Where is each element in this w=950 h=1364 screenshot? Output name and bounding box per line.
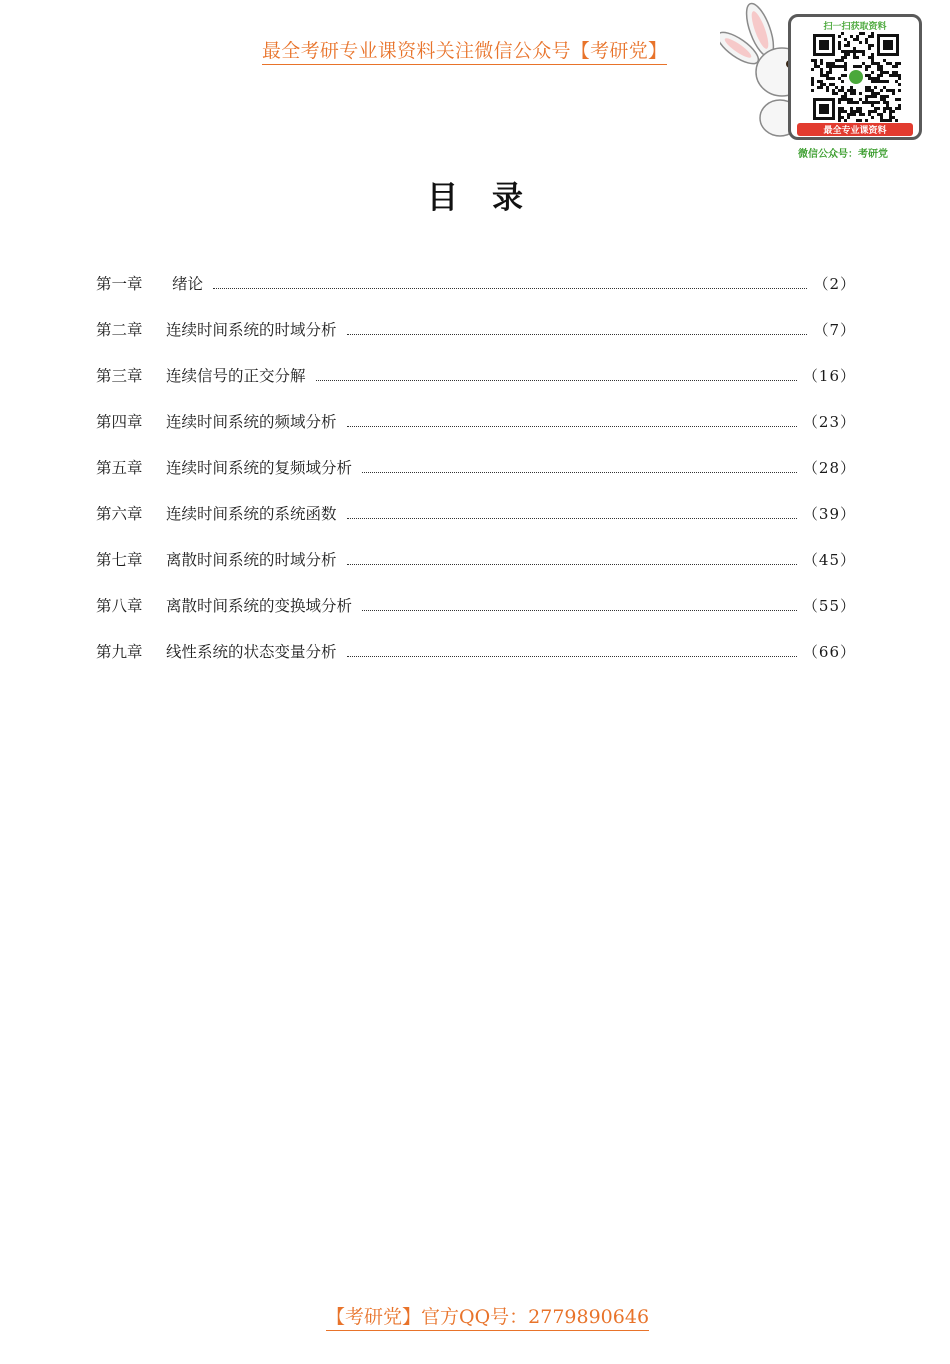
toc-chapter-title: 绪论 [172,275,204,293]
toc-entry[interactable] [96,410,856,456]
toc-leader-dots [347,655,797,657]
toc-page-number: （66） [802,643,856,661]
footer-banner: 【考研党】官方QQ号：2779890646 [326,1302,649,1331]
qr-bottom-label: 最全专业课资料 [797,123,913,136]
toc-page-number: （7） [813,321,856,339]
toc-leader-dots [362,471,797,473]
header-banner: 最全考研专业课资料关注微信公众号【考研党】 [262,36,667,65]
toc-entry[interactable] [96,594,856,640]
toc-page-number: （23） [802,413,856,431]
toc-leader-dots [362,609,797,611]
toc-page-number: （55） [802,597,856,615]
toc-leader-dots [347,425,797,427]
toc-entry[interactable] [96,640,856,686]
page-title: 目录 [427,180,557,216]
qr-card [788,14,922,140]
toc-entry[interactable] [96,272,856,318]
toc-chapter-number: 第三章 [96,367,143,385]
toc-chapter-number: 第二章 [96,321,143,339]
qr-top-label: 扫一扫获取资料 [823,22,887,32]
toc-leader-dots [316,379,797,381]
toc-leader-dots [347,333,808,335]
toc-leader-dots [347,517,797,519]
toc-chapter-title: 连续时间系统的频域分析 [166,413,337,431]
toc-page-number: （2） [813,275,856,293]
toc-entry[interactable] [96,456,856,502]
qr-code-icon[interactable] [811,32,901,122]
toc-entry[interactable] [96,548,856,594]
toc-chapter-number: 第一章 [96,275,143,293]
toc-chapter-number: 第四章 [96,413,143,431]
toc-chapter-number: 第五章 [96,459,143,477]
toc-entry[interactable] [96,318,856,364]
toc-chapter-title: 连续时间系统的复频域分析 [166,459,353,477]
toc-chapter-number: 第六章 [96,505,143,523]
toc-chapter-number: 第八章 [96,597,143,615]
toc-chapter-title: 离散时间系统的时域分析 [166,551,337,569]
toc-page-number: （39） [802,505,856,523]
toc-chapter-title: 连续信号的正交分解 [166,367,306,385]
toc-chapter-number: 第七章 [96,551,143,569]
toc-page-number: （28） [802,459,856,477]
toc-leader-dots [347,563,797,565]
qr-widget [712,0,950,165]
toc-chapter-title: 线性系统的状态变量分析 [166,643,337,661]
toc-leader-dots [213,287,807,289]
toc-chapter-number: 第九章 [96,643,143,661]
toc-chapter-title: 离散时间系统的变换域分析 [166,597,353,615]
toc-page-number: （45） [802,551,856,569]
toc-chapter-title: 连续时间系统的时域分析 [166,321,337,339]
table-of-contents [96,272,856,686]
qr-caption: 微信公众号：考研党 [798,149,888,160]
toc-chapter-title: 连续时间系统的系统函数 [166,505,337,523]
toc-entry[interactable] [96,364,856,410]
toc-entry[interactable] [96,502,856,548]
toc-page-number: （16） [802,367,856,385]
